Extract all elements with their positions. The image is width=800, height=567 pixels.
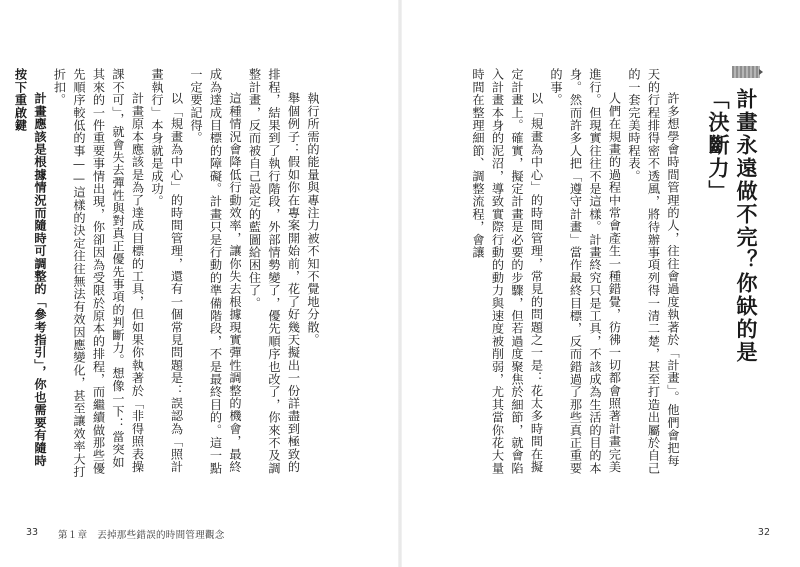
running-head: 第１章 丟掉那些錯誤的時間管理觀念 — [58, 530, 225, 541]
paragraph: 執行所需的能量與專注力被不知不覺地分散。 — [306, 92, 320, 347]
bold-paragraph: 計畫應該是根據情況而隨時可調整的「參考指引」，你也需要有隨時按下重啟鍵 — [13, 68, 47, 468]
section-title — [704, 88, 760, 388]
section-title-line: 計畫永遠做不完？你缺的是「決斷力」 — [706, 88, 758, 364]
page-number: 32 — [757, 527, 770, 538]
paragraph: 以「規畫為中心」的時間管理，還有一個常見問題是：誤認為「照計畫執行」本身就是成功。 — [150, 68, 184, 474]
paragraph: 許多想學會時間管理的人，往往會過度執著於「計畫」。他們會把每天的行程排得密不透風，將待辦事項列得一清二楚，甚至打造出屬於自己的一套完美時程表。 — [627, 68, 680, 475]
paragraph: 計畫原本應該是為了達成目標的工具，但如果你執著於「非得照表操課不可」，就會失去彈性與對真正優先事項的判斷力。想像一下：當突如其來的一件重要事情出現，你卻因為受限於原本的排程，而繼續做那些優先順序較低的事——這樣的決定往往無法有效因應變化，甚至讓效率大打折扣。 — [52, 68, 145, 478]
paragraph: 以「規畫為中心」的時間管理，常見的問題之一是：花太多時間在擬定計畫上。確實，擬定計畫是必要的步驟，但若過度聚焦於細節，就會陷入計畫本身的泥沼，導致實際行動的動力與速度被削弱，尤其當你花大量時間在整理細節、調整流程，會讓 — [471, 68, 544, 475]
left-page-body — [13, 68, 322, 478]
right-page — [400, 0, 800, 567]
paragraph: 人們在規畫的過程中常會產生一種錯覺，彷彿一切都會照著計畫完美進行。但現實往往不是這樣。計畫終究只是工具，不該成為生活的目的本身。然而許多人把「遵守計畫」當作最終目標，反而錯過了那些真正重要的事。 — [549, 68, 622, 475]
right-page-body — [424, 68, 682, 478]
chapter-tag-icon — [732, 66, 760, 78]
paragraph: 這種情況會降低行動效率，讓你失去根據現實彈性調整的機會，最終成為達成目標的障礙。計畫只是行動的準備階段，不是最終目的。這一點一定要記得。 — [189, 68, 242, 475]
paragraph: 舉個例子：假如你在專案開始前，花了好幾天擬出一份詳盡到極致的排程，結果到了執行階段，外部情勢變了，優先順序也改了，你來不及調整計畫，反而被自己設定的藍圖給困住了。 — [247, 68, 301, 475]
page-number: 33 — [26, 527, 39, 538]
